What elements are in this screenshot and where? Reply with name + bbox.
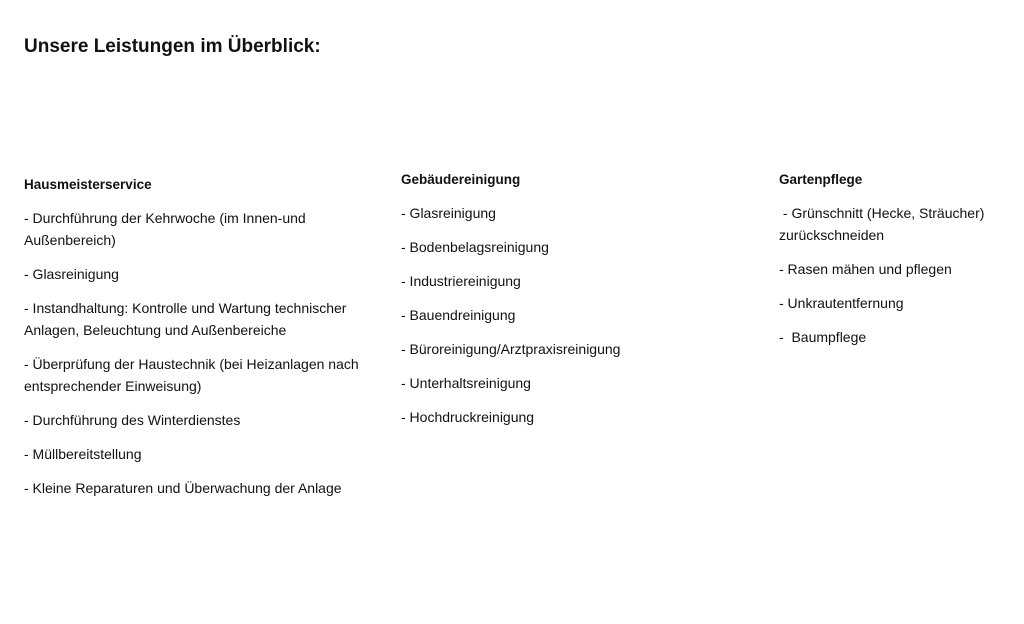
list-item: - Durchführung des Winterdienstes xyxy=(24,412,241,428)
column-gebaeudereinigung xyxy=(401,171,741,440)
list-item: - Durchführung der Kehrwoche (im Innen-und Außenbereich) xyxy=(24,210,309,248)
list-item: - Industriereinigung xyxy=(401,273,521,289)
list-item: - Unkrautentfernung xyxy=(779,295,904,311)
list-item: - Kleine Reparaturen und Überwachung der Anlage xyxy=(24,480,342,496)
list-item: - Hochdruckreinigung xyxy=(401,409,535,425)
list-item: - Büroreinigung/Arztpraxisreinigung xyxy=(401,341,621,357)
list-item: - Überprüfung der Haustechnik (bei Heizanlagen nach entsprechender Einweisung) xyxy=(24,356,363,394)
page-title: Unsere Leistungen im Überblick: xyxy=(24,36,321,57)
list-item: - Bauendreinigung xyxy=(401,307,516,323)
column-heading: Gartenpflege xyxy=(779,172,863,187)
list-item: - Unterhaltsreinigung xyxy=(401,375,531,391)
list-item: - Bodenbelagsreinigung xyxy=(401,239,549,255)
list-item: - Glasreinigung xyxy=(401,205,496,221)
column-heading: Gebäudereinigung xyxy=(401,172,521,187)
column-heading: Hausmeisterservice xyxy=(24,177,152,192)
list-item: - Grünschnitt (Hecke, Sträucher) zurückschneiden xyxy=(779,205,989,243)
list-item: - Glasreinigung xyxy=(24,266,119,282)
list-item: - Baumpflege xyxy=(779,329,867,345)
list-item: - Müllbereitstellung xyxy=(24,446,142,462)
column-gartenpflege xyxy=(779,171,1019,360)
list-item: - Instandhaltung: Kontrolle und Wartung technischer Anlagen, Beleuchtung und Außenbereiche xyxy=(24,300,350,338)
list-item: - Rasen mähen und pflegen xyxy=(779,261,952,277)
column-hausmeisterservice xyxy=(24,176,364,511)
